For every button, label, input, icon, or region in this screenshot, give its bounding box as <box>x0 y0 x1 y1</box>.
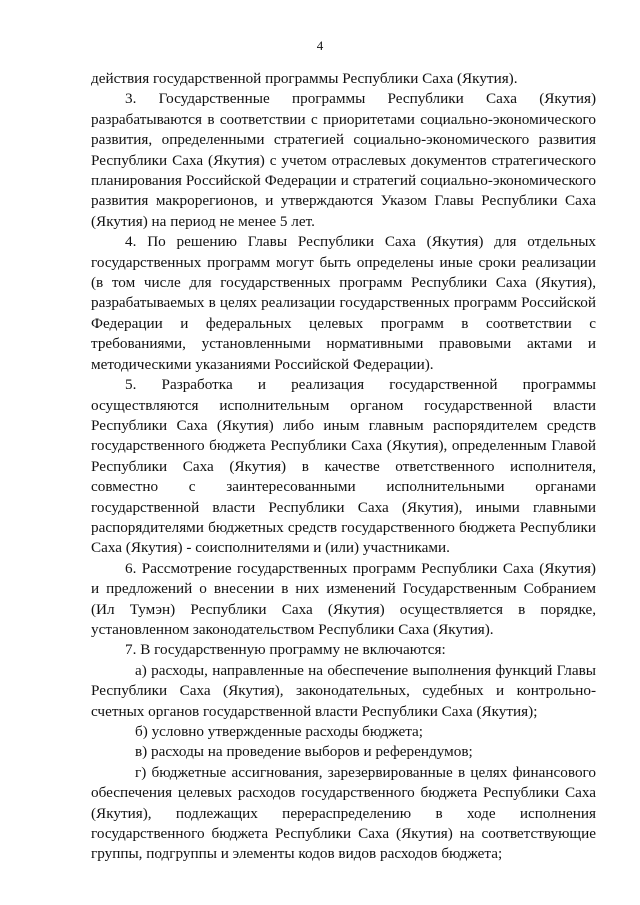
subitem-a: а) расходы, направленные на обеспечение выполнения функций Главы Республики Саха (Якутия), законодательных, судебных и контрольно-счетных органов государственной власти Республики Саха (Якутия); <box>91 661 596 720</box>
subitem-v: в) расходы на проведение выборов и референдумов; <box>135 743 473 761</box>
subitem-g: г) бюджетные ассигнования, зарезервированные в целях финансового обеспечения целевых расходов государственного бюджета Республики Саха (Якутия), подлежащих перераспределению в ходе исполнения государственного бюджета Республики Саха (Якутия) на соответствующие группы, подгруппы и элементы кодов видов расходов бюджета; <box>91 763 596 863</box>
paragraph-item-4: 4. По решению Главы Республики Саха (Якутия) для отдельных государственных программ могут быть определены иные сроки реализации (в том числе для государственных программ Республики Саха (Якутия), разрабатываемых в целях реализации государственных программ Российской Федерации и федеральных целевых программ в соответствии с требованиями, установленными нормативными правовыми актами и методическими указаниями Российской Федерации). <box>91 233 596 373</box>
paragraph-continuation: действия государственной программы Республики Саха (Якутия). <box>91 70 518 87</box>
paragraph-item-3: 3. Государственные программы Республики Саха (Якутия) разрабатываются в соответствии с приоритетами социально-экономического развития, определенными стратегией социально-экономического развития Республики Саха (Якутия) с учетом отраслевых документов стратегического планирования Российской Федерации и стратегий социально-экономического развития макрорегионов, и утверждаются Указом Главы Республики Саха (Якутия) на период не менее 5 лет. <box>91 90 596 230</box>
paragraph-item-5: 5. Разработка и реализация государственной программы осуществляются исполнительным органом государственной власти Республики Саха (Якутия) либо иным главным распорядителем средств государственного бюджета Республики Саха (Якутия), определенным Главой Республики Саха (Якутия) в качестве ответственного исполнителя, совместно с заинтересованными исполнительными органами государственной власти Республики Саха (Якутия), иными главными распорядителями бюджетных средств государственного бюджета Республики Саха (Якутия) - соисполнителями и (или) участниками. <box>91 376 596 557</box>
paragraph-item-6: 6. Рассмотрение государственных программ Республики Саха (Якутия) и предложений о внесении в них изменений Государственным Собранием (Ил Тумэн) Республики Саха (Якутия) осуществляется в порядке, установленном законодательством Республики Саха (Якутия). <box>91 559 596 638</box>
page-number: 4 <box>316 38 324 53</box>
document-body <box>91 69 596 865</box>
paragraph-item-7: 7. В государственную программу не включаются: <box>125 641 446 659</box>
subitem-b: б) условно утвержденные расходы бюджета; <box>135 723 424 740</box>
